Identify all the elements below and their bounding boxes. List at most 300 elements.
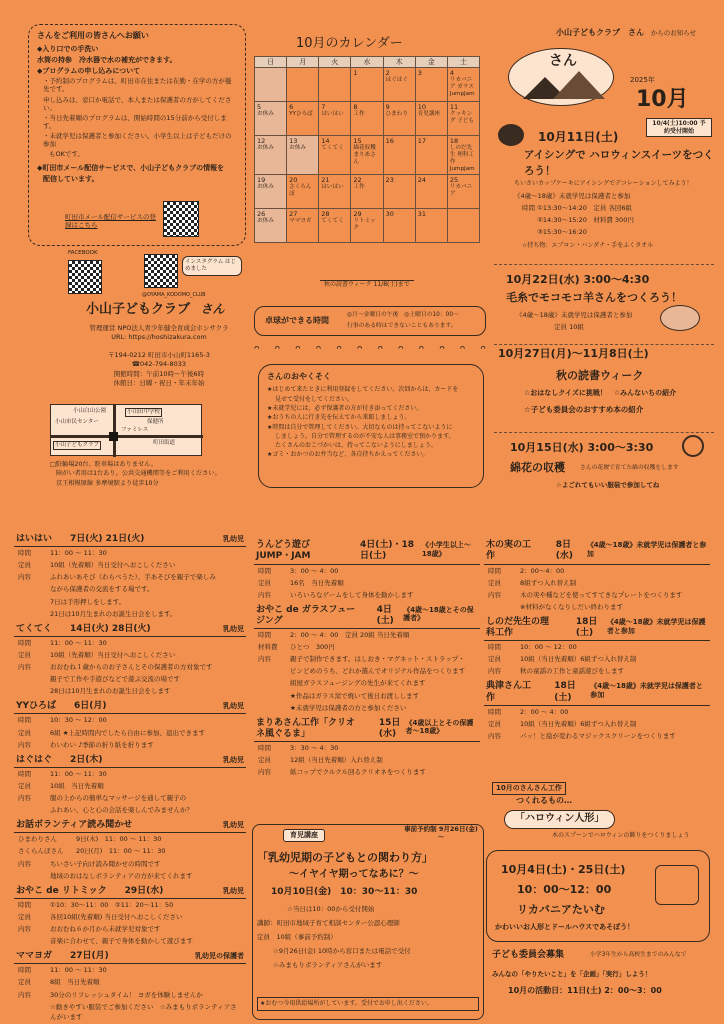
program-age: 《4歳～18歳》未就学児は保護者と参加 — [586, 541, 707, 558]
map-label: 保健所 — [147, 419, 164, 425]
program-row-label — [18, 936, 46, 946]
event-date: 10月11日(土) — [538, 130, 619, 144]
calendar-day-event: リカバニア — [449, 184, 473, 198]
calendar-day-event: ひまわり — [385, 111, 408, 118]
notice-item: 配信しています。 — [43, 175, 99, 184]
calendar-day — [287, 175, 319, 209]
calendar-day-number: 11 — [449, 103, 459, 111]
rikabania-time: 10：00～12：00 — [517, 883, 612, 896]
program-row-label: 内容 — [18, 925, 31, 933]
program-section — [14, 700, 246, 750]
calendar-day — [351, 209, 383, 243]
program-row-label: 定員 — [18, 781, 31, 790]
calendar-day-number: 16 — [385, 137, 394, 145]
program-header — [14, 700, 246, 714]
event-sub: さんの花壇で育てた綿の収穫をします — [580, 465, 679, 471]
program-age: 《4歳以上とその保護者～18歳》 — [405, 718, 474, 736]
program-row — [14, 739, 246, 751]
program-row-value: ふれあいあそび（わらべうた）、手あそびを親子で楽しみ — [50, 573, 216, 582]
calendar-day-event: リカバニア ガラス JumpJam — [449, 77, 475, 98]
calendar-day-number: 19 — [257, 176, 266, 185]
calendar-day — [287, 102, 319, 136]
program-row — [14, 858, 246, 870]
program-row-value: 21日は10月生まれのお誕生日会をします。 — [50, 609, 177, 618]
program-row-label: 内容 — [488, 732, 501, 741]
lecture-reserve: 事前予約制 9月26日(金)～ — [404, 825, 478, 842]
bus-line: 京王相模原線 多摩境駅より徒歩10分 — [56, 479, 159, 487]
event-title: 綿花の収穫 — [510, 461, 565, 474]
program-row-value: 秋の童謡の工作と童謡遊びをします — [520, 667, 624, 676]
program-row-value: 7日は手形押しをします。 — [50, 597, 126, 606]
calendar-day-number: 24 — [417, 176, 426, 185]
calendar-day-number: 23 — [385, 176, 394, 185]
program-row-value: ふれあい、心と心の会話を楽しんでみませんか？ — [50, 806, 193, 815]
calendar-week — [255, 175, 480, 209]
program-row-value: 10：30 ～ 12：00 — [50, 716, 107, 725]
program-row-value: わいわい ♪季節の折り紙を折ります — [50, 740, 154, 749]
program-title: 木の実の工作 — [486, 540, 532, 562]
map-label: 町田街道 — [153, 440, 176, 446]
program-row — [484, 565, 710, 577]
promise-item: ★ゴミ・おかつのお弁当など、各自持ちかえってください。 — [267, 451, 429, 459]
header-from: からのお知らせ — [650, 29, 697, 37]
calendar-day — [287, 136, 319, 175]
map-label: 小山子どもクラブ — [55, 442, 100, 448]
event-row: 定員 10組 — [554, 323, 584, 331]
program-row-label: 定員 — [488, 578, 501, 587]
program-row — [484, 577, 710, 589]
instagram-label: インスタグラム はじめました — [182, 256, 242, 276]
program-row — [254, 641, 480, 653]
calendar-day-event: はぐはぐ — [385, 77, 408, 84]
crafts-box — [486, 780, 710, 844]
event-sheep — [494, 264, 714, 344]
program-title: しのだ先生の理科工作 — [486, 616, 550, 638]
program-row-label: 定員 — [18, 912, 31, 921]
notice-item: 申し込みは、窓口か電話で、本人または保護者の方がしてください。 — [43, 95, 232, 112]
program-row-label: 定員 — [18, 978, 31, 987]
calendar-day-event: さくらんぼ — [289, 184, 312, 198]
notice-item: ・未就学児は保護者と参加ください。小学生以上は子どもだけの参加 — [43, 132, 232, 149]
notice-box — [28, 24, 246, 246]
program-row — [254, 629, 480, 641]
program-title: まりあさん工作「クリオネ風ぐるま」 — [256, 717, 355, 739]
program-row-label: 内容 — [18, 990, 31, 999]
event-target: 《4歳～18歳》未就学児は保護者と参加 — [516, 311, 633, 319]
calendar-day-event: お休み — [289, 145, 306, 152]
committee-title: 子ども委員会募集 — [492, 950, 565, 960]
program-header — [484, 680, 710, 706]
calendar-day-event: ママヨガ — [289, 218, 312, 225]
program-title: お話ボランティア読み聞かせ — [16, 820, 133, 831]
calendar-day-number: 20 — [289, 176, 298, 185]
program-row-label: 時間 — [18, 549, 31, 558]
calendar-title: 10月のカレンダー — [296, 36, 403, 51]
program-row — [14, 583, 246, 595]
program-header — [484, 616, 710, 642]
program-row-value: 10：00 ～ 12：00 — [520, 643, 577, 652]
calendar-table — [254, 56, 480, 243]
program-section — [484, 539, 710, 613]
calendar-day — [319, 209, 351, 243]
calendar-day — [255, 102, 287, 136]
calendar-day-number: 4 — [449, 69, 454, 77]
program-row-value: 9日(木) 11：00 ～ 11：30 — [76, 835, 162, 844]
calendar-day — [415, 209, 447, 243]
calendar-day-header: 土 — [447, 57, 479, 68]
notice-item: ・当日先着順のプログラムは、開始時間の15分前から受付します。 — [43, 113, 227, 130]
program-header — [14, 754, 246, 768]
lecture-date: 10月10日(金) 10：30～11：30 — [271, 887, 418, 897]
calendar-day — [319, 136, 351, 175]
program-row — [254, 742, 480, 754]
program-section — [254, 604, 480, 714]
program-row — [14, 685, 246, 697]
promise-item: しましょう。自分で管理するのが不安な人は事務室で預かります。 — [275, 432, 455, 440]
event-row: ③15:30～16:20 — [522, 228, 587, 236]
program-row-value: 10組（当日先着順）6組ずつ入れ替え制 — [520, 655, 637, 664]
calendar-day-event: はいはい — [321, 111, 344, 118]
program-row-value: 28日は10月生まれのお誕生日会をします — [50, 687, 171, 696]
program-row-label: ひまわりさん — [18, 835, 57, 844]
program-row-value: おおむね１歳からのお子さんとその保護者の方対象です — [50, 663, 213, 671]
program-row-value: ちいさい子向け読み聞かせの時間です — [50, 859, 161, 868]
event-date: 10月27日(月)～11月8日(土) — [498, 347, 649, 360]
program-row-value: 11：00 ～ 11：30 — [50, 638, 107, 647]
program-row-value: 8組ずつ入れ替え制 — [520, 578, 577, 587]
program-row — [484, 665, 710, 677]
calendar-day-header: 金 — [415, 57, 447, 68]
takkyu-box — [254, 306, 486, 336]
pumpkin-icon — [498, 124, 524, 146]
map-road — [51, 435, 203, 438]
calendar-day — [415, 136, 447, 175]
program-row — [254, 677, 480, 689]
program-header — [254, 539, 480, 565]
calendar-day — [255, 68, 287, 102]
program-date: 2日(木) — [70, 754, 103, 765]
takkyu-line: 行事のある時はできないこともあります。 — [347, 323, 457, 329]
doll-icon — [655, 865, 699, 905]
lecture-note: ☆9月26日(金) 10時から窓口または電話で受付 — [273, 947, 411, 955]
promise-item: ★時間は自分で管理してください。大切なものは持ってこないように — [267, 423, 453, 431]
lecture-badge: 育児講座 — [283, 829, 325, 842]
map-road — [113, 405, 116, 457]
program-row-label — [18, 674, 46, 684]
org-info — [66, 324, 252, 389]
event-row: ☆子ども委員会のおすすめ本の紹介 — [524, 405, 644, 414]
program-row — [14, 935, 246, 947]
program-row-value: 2：00 ～ 4：00 定員 20組 当日先着順 — [290, 631, 410, 640]
calendar-week — [255, 102, 480, 136]
calendar-week — [255, 68, 480, 102]
program-date: 18日(土) — [575, 616, 598, 638]
fb-label: FACEBOOK — [68, 250, 98, 256]
calendar-day-event: てくてく — [321, 218, 344, 225]
calendar-day-event: 工作 — [353, 111, 365, 118]
calendar-day-event: お休み — [257, 145, 274, 152]
program-row — [14, 833, 246, 845]
map-label: 小山白山公園 — [73, 408, 107, 414]
access-map — [50, 404, 202, 456]
program-row-label: 定員 — [258, 578, 271, 587]
club-logo-icon: さん — [508, 48, 614, 106]
program-row-label: 定員 — [18, 650, 31, 659]
program-row-label: 定員 — [18, 728, 31, 737]
calendar-day-number: 18 — [449, 137, 459, 145]
program-row-label — [258, 666, 286, 676]
calendar-day-number: 8 — [353, 103, 358, 111]
program-row — [14, 661, 246, 673]
calendar-day — [287, 209, 319, 243]
calendar-week — [255, 136, 480, 175]
program-row — [14, 596, 246, 608]
crafts-head: 10月のさんさん工作 — [492, 782, 566, 795]
rikabania-box — [486, 850, 710, 942]
promise-item: ★はじめて来たときに利用登録をしてください。次回からは、カードを — [267, 386, 459, 394]
program-row-value: 30分のリフレッシュタイム！ ヨガを体験しませんか — [50, 990, 203, 999]
program-section — [254, 717, 480, 779]
calendar-day-number: 10 — [417, 103, 426, 111]
promise-title: さんのおやくそく — [267, 372, 331, 381]
calendar-day-number: 14 — [321, 137, 330, 145]
program-row — [14, 780, 246, 792]
program-row — [484, 641, 710, 653]
program-row-value: 10組 当日先着順 — [50, 781, 104, 790]
program-age: 《4歳～18歳》未就学児は保護者と参加 — [606, 617, 706, 635]
notice-item: ・予約制のプログラムは、町田市在住または在勤・在学の方が優先です。 — [43, 77, 232, 94]
calendar-day-header: 月 — [287, 57, 319, 68]
calendar-day — [415, 68, 447, 102]
event-icing — [494, 116, 714, 264]
calendar-day-number: 21 — [321, 176, 330, 185]
calendar-day — [447, 136, 479, 175]
program-row-value: 服の上からの簡単なマッサージを通して親子の — [50, 794, 187, 802]
calendar-day-header: 水 — [351, 57, 383, 68]
program-row — [484, 718, 710, 730]
program-row-label: 時間 — [18, 638, 31, 647]
event-title: 秋の読書ウィーク — [556, 369, 644, 382]
mid-programs — [254, 536, 480, 781]
program-section — [14, 533, 246, 620]
program-row-value: 紙コップでクルクル回るクリオネをつくります — [290, 768, 426, 777]
parking-info — [50, 460, 250, 488]
lecture-capacity: 定員 10組（事前予約制） — [257, 933, 337, 941]
program-row-label: 時間 — [488, 643, 501, 652]
program-row-label — [18, 609, 46, 619]
event-target: 《4歳～18歳》未就学児は保護者と参加 — [514, 192, 631, 200]
mail-note: 町田市メール配信サービスの登録はこちら — [65, 213, 156, 230]
calendar-day-number: 17 — [417, 137, 426, 145]
event-title: アイシングで ハロウィンスイーツをつくろう！ — [524, 149, 714, 177]
calendar-day-event: 工作 — [353, 184, 365, 191]
lecture-title: 「乳幼児期の子どもとの関わり方」 — [257, 851, 433, 864]
program-row — [254, 766, 480, 778]
program-row — [254, 565, 480, 577]
calendar-day — [319, 68, 351, 102]
program-row — [14, 768, 246, 780]
calendar-day-number: 31 — [417, 210, 426, 219]
event-row: ②14:30～15:20 材料費 300円 — [522, 216, 634, 224]
program-row-value: 親子で制作できます。はしおき・マグネット・ストラップ・ — [290, 655, 465, 664]
committee-line: 10月の活動日：11日(土) 2：00～3：00 — [508, 986, 662, 995]
org-url[interactable]: URL: https://hoshizakura.com — [111, 333, 207, 342]
map-label: ファミレス — [121, 427, 149, 433]
calendar-day — [447, 68, 479, 102]
map-label: 小山市民センター — [55, 419, 99, 425]
facebook-qr-code[interactable] — [68, 260, 102, 294]
left-programs — [14, 530, 246, 1024]
lecture-lecturer: 講師：町田市地域子育て相談センター公認心理師 — [257, 919, 400, 927]
program-row-label — [18, 686, 46, 696]
crafts-name: 「ハロウィン人形」 — [504, 810, 615, 829]
program-row — [14, 608, 246, 620]
calendar-day — [319, 102, 351, 136]
program-row-value: 10組（先着順）当日受付へおこしください — [50, 561, 176, 570]
program-row — [14, 673, 246, 685]
program-row-value: 3：30 ～ 4：30 — [290, 744, 339, 753]
takkyu-line: ◎月～金曜日の午後 ◎土曜日の10：00～ — [347, 312, 459, 318]
program-row-value: 10組（先着順）当日受付へおこしください — [50, 650, 176, 659]
program-row-label: 内容 — [18, 740, 31, 749]
program-row-label: 内容 — [18, 663, 31, 671]
program-row — [254, 690, 480, 702]
program-section — [254, 539, 480, 601]
calendar-day-number: 15 — [353, 137, 362, 145]
calendar-day — [383, 102, 415, 136]
calendar-day-header: 火 — [319, 57, 351, 68]
program-section — [14, 950, 246, 1023]
program-row-label: 定員 — [488, 720, 501, 728]
program-age: 乳幼児 — [223, 535, 244, 543]
program-row — [14, 899, 246, 911]
program-row-label: 時間 — [18, 769, 31, 778]
program-row-label: 内容 — [258, 590, 271, 599]
program-row-label: 時間 — [258, 631, 271, 640]
map-label: 小山田中学校 — [127, 409, 161, 415]
program-title: うんどう遊び JUMP・JAM — [256, 540, 311, 562]
mail-qr-code[interactable] — [163, 201, 199, 237]
program-row-value: いろいろなゲームをして身体を動かします — [290, 590, 414, 599]
calendar — [254, 56, 480, 288]
program-header — [14, 819, 246, 833]
calendar-day-event: YYひろば — [289, 111, 313, 118]
committee-line: みんなの「やりたいこと」を「企画」「実行」しよう！ — [492, 970, 652, 978]
calendar-day-number: 30 — [385, 210, 394, 219]
program-date: 4日(土) — [376, 604, 394, 626]
calendar-day-event: 育児講座 — [417, 111, 441, 118]
ghost-decoration: ᴖ ᴖ ᴖ ᴖ ᴖ ᴖ ᴖ ᴖ ᴖ ᴖ ᴖ ᴖ — [254, 344, 486, 354]
lecture-note: ☆当日は10：00から受付開始 — [287, 905, 375, 913]
program-row — [14, 637, 246, 649]
calendar-day-number: 7 — [321, 103, 326, 111]
program-header — [14, 533, 246, 547]
program-date: 27日(月) — [70, 951, 109, 962]
notice-item: 水筒の持参 冷水器で水の補充ができます。 — [37, 55, 177, 64]
program-row-value: 3：00 ～ 4：00 — [290, 566, 339, 575]
program-row-label: 内容 — [488, 667, 501, 676]
crafts-title: つくれるもの… — [516, 796, 572, 805]
calendar-day — [415, 175, 447, 209]
program-title: YYひろば — [16, 701, 57, 712]
calendar-day — [383, 136, 415, 175]
event-row: ☆よごれてもいい服装で参加してね — [556, 481, 660, 489]
program-title: はいはい — [16, 534, 53, 544]
promise-item: たくさんのおこづかいは、持ってこないようにしましょう。 — [275, 442, 437, 450]
instagram-qr-code[interactable] — [144, 254, 178, 288]
program-header — [14, 885, 246, 899]
calendar-day — [351, 175, 383, 209]
program-row-value: 11：00 ～ 11：30 — [50, 549, 107, 558]
program-row-value: ピンどめのうち、どれか選んでオリジナル作品をつくります — [290, 667, 466, 676]
promise-item: ★おうちの人に行き先を伝えてから来館しましょう。 — [267, 414, 411, 422]
program-row — [484, 653, 710, 665]
calendar-day — [255, 136, 287, 175]
program-title: てくてく — [16, 623, 53, 634]
program-row-label: 内容 — [18, 573, 31, 582]
org-operator: 管理運営 NPO法人青少年健全育成会ホシサクラ — [89, 324, 229, 332]
program-header — [254, 717, 480, 743]
program-age: 《小学生以上～18歳》 — [421, 541, 471, 558]
program-title: はぐはぐ — [16, 754, 53, 765]
program-row-value: パッ！と絵が変わるマジックスクリーンをつくります — [520, 732, 676, 741]
program-row — [14, 989, 246, 1001]
program-row — [14, 911, 246, 923]
program-row — [14, 964, 246, 976]
calendar-day — [447, 175, 479, 209]
program-date: 6日(月) — [74, 701, 107, 712]
program-row-value: ★未就学児は保護者の方と参加ください — [290, 703, 407, 712]
takkyu-title: 卓球ができる時間 — [265, 316, 329, 325]
program-row — [14, 792, 246, 804]
program-row-label: 時間 — [258, 566, 271, 575]
program-title: おやこ de ガラスフュージング — [256, 604, 356, 626]
crafts-sub: 木のスプーンでハロウィンの飾りをつくりましょう — [552, 832, 690, 839]
event-note: ☆持ち物：エプロン・バンダナ・手をふくタオル — [522, 242, 654, 249]
program-row-value: おおむね６か月から未就学児対象です — [50, 925, 161, 933]
map-pin-icon — [109, 432, 118, 441]
program-age: 乳幼児 — [223, 624, 244, 633]
program-header — [14, 623, 246, 637]
rikabania-sub: かわいいお人形とドールハウスであそぼう！ — [495, 923, 635, 931]
notice-item: ◆入り口での手洗い — [37, 45, 99, 53]
org-logo-mark: さん — [200, 302, 225, 316]
program-row — [14, 547, 246, 559]
program-row-label: さくらんぼさん — [18, 847, 64, 856]
program-row-value: 組屋ガラスフュージングの先生が来てくれます — [290, 679, 426, 688]
org-tel: ☎042-794-8033 — [131, 360, 187, 369]
calendar-day-number: 22 — [353, 176, 362, 185]
lecture-footer: ★おむつ今用供給場所がしています。受付でお申し出ください。 — [257, 997, 479, 1011]
calendar-day — [447, 209, 479, 243]
program-row-label: 定員 — [258, 756, 271, 765]
calendar-day-number: 28 — [321, 210, 330, 219]
parking-line: □駐輪場20台、駐車場はありません。 — [50, 461, 157, 468]
program-row-label: 内容 — [258, 655, 271, 664]
program-row-value: ※材料がなくなりしだい終わります — [520, 602, 623, 611]
calendar-day-event: クッキング 子ども — [449, 111, 474, 125]
program-row-label — [18, 584, 46, 594]
program-date: 7日(火) 21日(火) — [70, 534, 145, 544]
calendar-week — [255, 209, 480, 243]
program-row-label — [488, 602, 516, 612]
program-row — [254, 577, 480, 589]
program-row-label: 材料費 — [258, 643, 278, 652]
program-row — [484, 589, 710, 601]
program-row-label — [258, 703, 286, 713]
calendar-day-event: はいはい — [321, 184, 344, 191]
promise-item: 見せて受付をしてください。 — [275, 395, 354, 403]
